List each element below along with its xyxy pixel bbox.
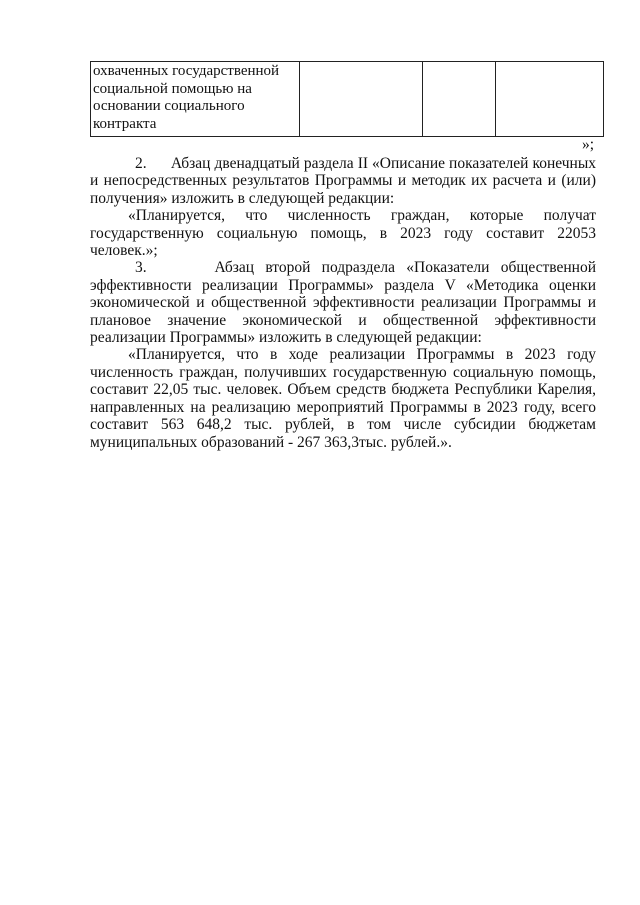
quoted-paragraph-2 (90, 346, 596, 450)
closing-quote-mark: »; (581, 136, 594, 153)
paragraph-number: 2. (135, 155, 147, 172)
paragraph-text: Абзац второй подраздела «Показатели общественной эффективности реализации Программы» раздела V «Методика оценки экономической и общественной эффективности реализации Программы и плановое значение экономической и общественной эффективности реализации Программы» изложить в следующей редакции: (90, 259, 596, 347)
table-cell-empty (300, 62, 423, 137)
table-cell-empty (423, 62, 496, 137)
document-body (90, 136, 596, 451)
table-cell-text: охваченных государственной социальной помощью на основании социального контракта (93, 63, 280, 132)
paragraph-text: Абзац двенадцатый раздела II «Описание показателей конечных и непосредственных результатов Программы и методик их расчета и (или) получения» изложить в следующей редакции: (90, 155, 597, 207)
table-cell-empty (496, 62, 604, 137)
paragraph-text: «Планируется, что численность граждан, которые получат государственную социальную помощь, в 2023 году составит 22053 человек.»; (90, 207, 596, 260)
table-cell-indicator (91, 62, 300, 137)
quoted-paragraph-1 (90, 207, 596, 259)
paragraph-2 (90, 155, 596, 207)
paragraph-3 (90, 259, 596, 346)
paragraph-text: «Планируется, что в ходе реализации Программы в 2023 году численность граждан, получивших государственную социальную помощь, составит 22,05 тыс. человек. Объем средств бюджета Республики Карелия, направленных на реализацию мероприятий Программы в 2023 году, всего составит 563 648,2 тыс. рублей, в том числе субсидии бюджетам муниципальных образований - 267 363,3тыс. рублей.». (90, 346, 596, 451)
paragraph-number: 3. (135, 259, 147, 277)
continued-table (90, 61, 604, 137)
table-row (91, 62, 604, 137)
